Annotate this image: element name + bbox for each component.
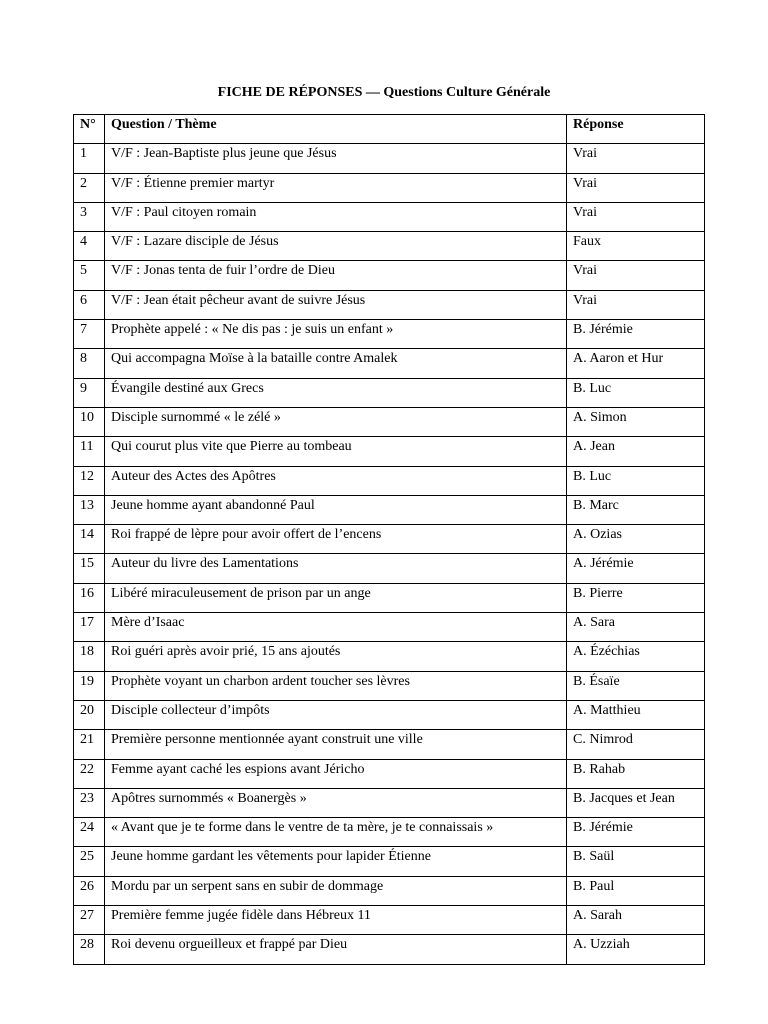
row-number: 11 <box>74 437 105 466</box>
row-answer: B. Rahab <box>567 759 705 788</box>
row-number: 8 <box>74 349 105 378</box>
row-question: Auteur du livre des Lamentations <box>105 554 567 583</box>
row-number: 22 <box>74 759 105 788</box>
row-number: 16 <box>74 583 105 612</box>
table-row <box>74 818 705 847</box>
row-answer: Vrai <box>567 173 705 202</box>
row-number: 13 <box>74 495 105 524</box>
table-row <box>74 290 705 319</box>
row-answer: B. Paul <box>567 876 705 905</box>
row-question: Qui accompagna Moïse à la bataille contre Amalek <box>105 349 567 378</box>
table-row <box>74 847 705 876</box>
table-row <box>74 671 705 700</box>
row-answer: B. Jérémie <box>567 320 705 349</box>
row-answer: B. Marc <box>567 495 705 524</box>
row-question: Apôtres surnommés « Boanergès » <box>105 788 567 817</box>
row-number: 6 <box>74 290 105 319</box>
row-question: Roi guéri après avoir prié, 15 ans ajoutés <box>105 642 567 671</box>
row-question: Roi frappé de lèpre pour avoir offert de l’encens <box>105 525 567 554</box>
table-row <box>74 613 705 642</box>
table-row <box>74 466 705 495</box>
row-number: 1 <box>74 144 105 173</box>
row-number: 14 <box>74 525 105 554</box>
row-question: V/F : Lazare disciple de Jésus <box>105 232 567 261</box>
row-answer: Vrai <box>567 290 705 319</box>
table-header-row <box>74 115 705 144</box>
row-answer: A. Uzziah <box>567 935 705 964</box>
table-row <box>74 730 705 759</box>
row-answer: B. Luc <box>567 378 705 407</box>
table-row <box>74 554 705 583</box>
document-title: FICHE DE RÉPONSES — Questions Culture Générale <box>217 85 551 100</box>
row-answer: A. Simon <box>567 407 705 436</box>
row-answer: A. Ozias <box>567 525 705 554</box>
row-question: Mère d’Isaac <box>105 613 567 642</box>
table-row <box>74 202 705 231</box>
row-question: Femme ayant caché les espions avant Jéricho <box>105 759 567 788</box>
row-question: Mordu par un serpent sans en subir de dommage <box>105 876 567 905</box>
row-answer: Vrai <box>567 144 705 173</box>
row-question: V/F : Jonas tenta de fuir l’ordre de Dieu <box>105 261 567 290</box>
row-question: V/F : Paul citoyen romain <box>105 202 567 231</box>
table-row <box>74 525 705 554</box>
table-row <box>74 700 705 729</box>
table-row <box>74 232 705 261</box>
row-number: 24 <box>74 818 105 847</box>
table-row <box>74 407 705 436</box>
row-answer: A. Sarah <box>567 906 705 935</box>
row-question: Libéré miraculeusement de prison par un ange <box>105 583 567 612</box>
row-question: V/F : Étienne premier martyr <box>105 173 567 202</box>
row-answer: Faux <box>567 232 705 261</box>
table-row <box>74 144 705 173</box>
row-number: 9 <box>74 378 105 407</box>
table-row <box>74 759 705 788</box>
table-row <box>74 876 705 905</box>
row-answer: B. Ésaïe <box>567 671 705 700</box>
row-question: Évangile destiné aux Grecs <box>105 378 567 407</box>
row-question: Disciple surnommé « le zélé » <box>105 407 567 436</box>
row-answer: A. Jérémie <box>567 554 705 583</box>
row-answer: A. Ézéchias <box>567 642 705 671</box>
table-row <box>74 261 705 290</box>
table-row <box>74 788 705 817</box>
table-row <box>74 495 705 524</box>
row-question: Jeune homme ayant abandonné Paul <box>105 495 567 524</box>
row-number: 23 <box>74 788 105 817</box>
row-question: Première personne mentionnée ayant construit une ville <box>105 730 567 759</box>
row-question: Auteur des Actes des Apôtres <box>105 466 567 495</box>
row-question: Prophète voyant un charbon ardent toucher ses lèvres <box>105 671 567 700</box>
row-answer: B. Jacques et Jean <box>567 788 705 817</box>
row-number: 15 <box>74 554 105 583</box>
row-question: Jeune homme gardant les vêtements pour lapider Étienne <box>105 847 567 876</box>
row-question: « Avant que je te forme dans le ventre de ta mère, je te connaissais » <box>105 818 567 847</box>
row-answer: C. Nimrod <box>567 730 705 759</box>
row-number: 2 <box>74 173 105 202</box>
table-row <box>74 583 705 612</box>
row-number: 10 <box>74 407 105 436</box>
row-number: 18 <box>74 642 105 671</box>
row-question: Roi devenu orgueilleux et frappé par Dieu <box>105 935 567 964</box>
table-row <box>74 349 705 378</box>
row-number: 4 <box>74 232 105 261</box>
table-row <box>74 320 705 349</box>
row-answer: A. Jean <box>567 437 705 466</box>
row-question: Prophète appelé : « Ne dis pas : je suis un enfant » <box>105 320 567 349</box>
header-question: Question / Thème <box>105 115 567 144</box>
row-number: 27 <box>74 906 105 935</box>
row-answer: B. Jérémie <box>567 818 705 847</box>
row-number: 20 <box>74 700 105 729</box>
row-number: 25 <box>74 847 105 876</box>
answers-table <box>73 114 705 965</box>
table-row <box>74 642 705 671</box>
row-number: 17 <box>74 613 105 642</box>
table-row <box>74 378 705 407</box>
row-number: 21 <box>74 730 105 759</box>
row-number: 5 <box>74 261 105 290</box>
row-answer: B. Saül <box>567 847 705 876</box>
row-number: 28 <box>74 935 105 964</box>
row-answer: B. Luc <box>567 466 705 495</box>
row-question: V/F : Jean était pêcheur avant de suivre Jésus <box>105 290 567 319</box>
row-number: 26 <box>74 876 105 905</box>
table-row <box>74 437 705 466</box>
row-answer: A. Matthieu <box>567 700 705 729</box>
table-row <box>74 906 705 935</box>
row-question: V/F : Jean-Baptiste plus jeune que Jésus <box>105 144 567 173</box>
row-answer: A. Aaron et Hur <box>567 349 705 378</box>
row-question: Disciple collecteur d’impôts <box>105 700 567 729</box>
header-answer: Réponse <box>567 115 705 144</box>
row-answer: A. Sara <box>567 613 705 642</box>
row-number: 12 <box>74 466 105 495</box>
row-number: 3 <box>74 202 105 231</box>
row-question: Première femme jugée fidèle dans Hébreux 11 <box>105 906 567 935</box>
row-number: 7 <box>74 320 105 349</box>
row-answer: Vrai <box>567 202 705 231</box>
table-row <box>74 173 705 202</box>
row-answer: B. Pierre <box>567 583 705 612</box>
row-answer: Vrai <box>567 261 705 290</box>
row-question: Qui courut plus vite que Pierre au tombeau <box>105 437 567 466</box>
header-number: N° <box>74 115 105 144</box>
row-number: 19 <box>74 671 105 700</box>
table-row <box>74 935 705 964</box>
